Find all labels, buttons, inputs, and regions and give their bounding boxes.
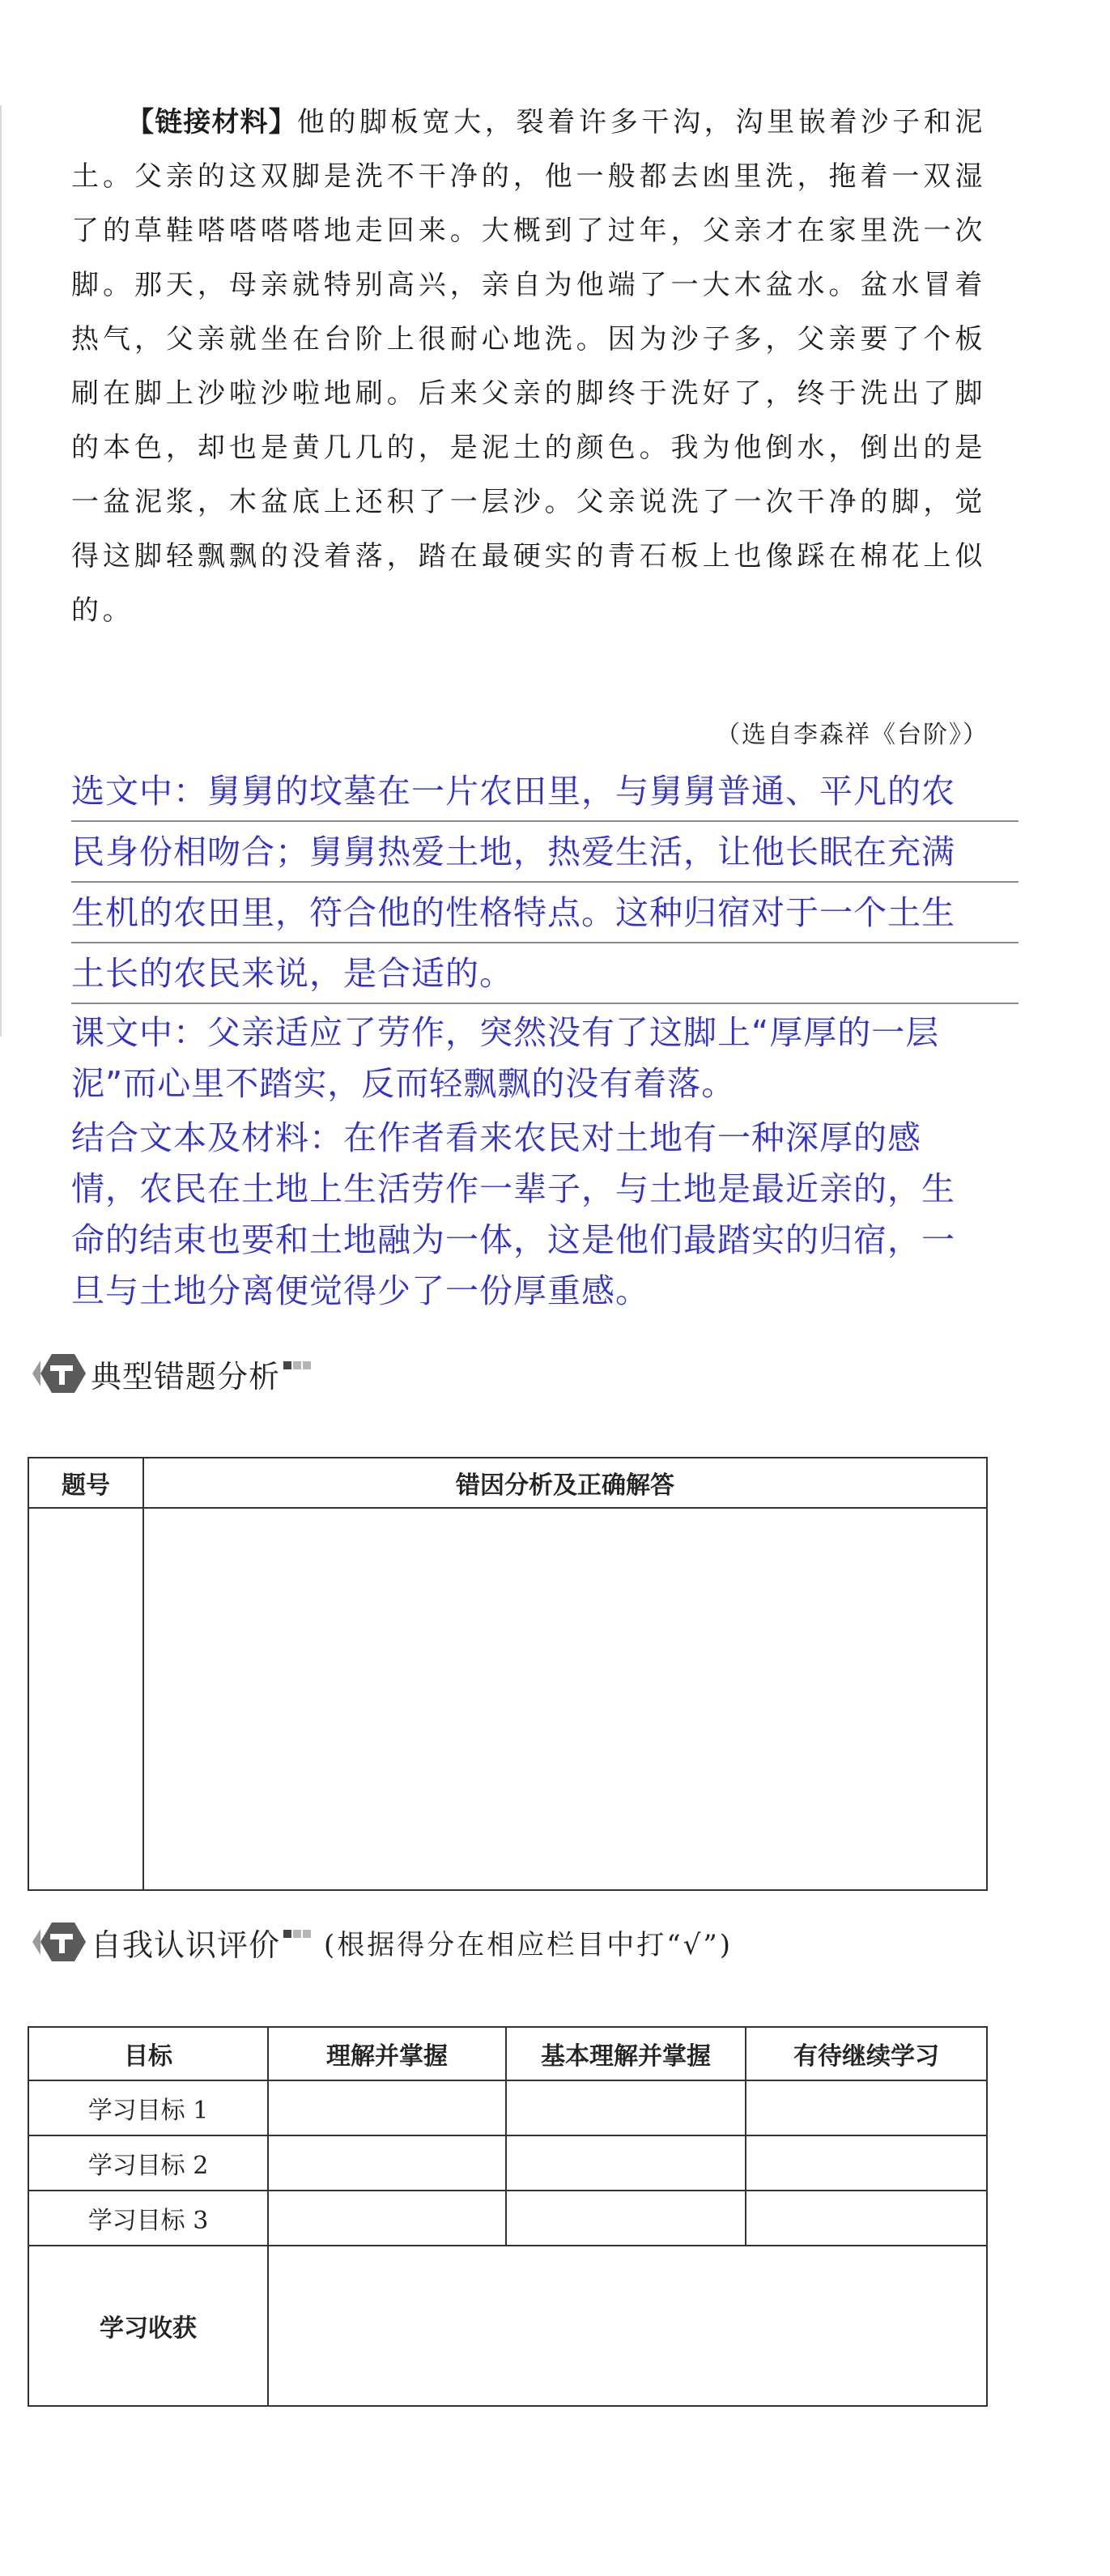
check-cell[interactable] (506, 2135, 746, 2191)
question-number-cell[interactable] (28, 1508, 143, 1890)
handwritten-answer (71, 761, 986, 1317)
check-cell[interactable] (506, 2191, 746, 2246)
answer-paragraph-3: 结合文本及材料：在作者看来农民对土地有一种深厚的感情，农民在土地上生活劳作一辈子，与土地是最近亲的，生命的结束也要和土地融为一体，这是他们最踏实的归宿，一旦与土地分离便觉得少了一份厚重感。 (71, 1118, 955, 1310)
self-evaluation-table (28, 2026, 988, 2407)
decorative-squares (283, 1357, 313, 1373)
self-evaluation-note: (根据得分在相应栏目中打“√”) (324, 1928, 733, 1961)
tools-icon (32, 1351, 87, 1396)
decorative-squares (283, 1926, 313, 1941)
table-row (28, 2246, 987, 2406)
check-cell[interactable] (746, 2080, 987, 2135)
table-row (28, 2080, 987, 2135)
goal-label: 学习目标 1 (28, 2080, 268, 2135)
harvest-cell[interactable] (268, 2246, 987, 2406)
check-cell[interactable] (268, 2191, 506, 2246)
table-row (28, 2135, 987, 2191)
tools-icon (32, 1919, 87, 1965)
check-cell[interactable] (746, 2191, 987, 2246)
check-cell[interactable] (746, 2135, 987, 2191)
column-question-number: 题号 (28, 1458, 143, 1508)
self-evaluation-title: 自我认识评价 (91, 1927, 281, 1963)
header-basically-mastered: 基本理解并掌握 (506, 2027, 746, 2080)
error-analysis-header (32, 1349, 313, 1398)
goal-label: 学习目标 3 (28, 2191, 268, 2246)
header-needs-study: 有待继续学习 (746, 2027, 987, 2080)
material-source: （选自李森祥《台阶》） (716, 721, 989, 749)
error-analysis-title: 典型错题分析 (91, 1358, 281, 1394)
table-row (28, 2191, 987, 2246)
column-error-analysis: 错因分析及正确解答 (143, 1458, 987, 1508)
header-mastered: 理解并掌握 (268, 2027, 506, 2080)
header-goal: 目标 (28, 2027, 268, 2080)
page-edge-line (0, 105, 6, 1037)
error-analysis-table (28, 1457, 988, 1891)
harvest-label: 学习收获 (28, 2246, 268, 2406)
goal-label: 学习目标 2 (28, 2135, 268, 2191)
self-evaluation-header (32, 1918, 733, 1966)
link-material-paragraph (71, 96, 986, 638)
check-cell[interactable] (268, 2080, 506, 2135)
answer-paragraph-1: 选文中：舅舅的坟墓在一片农田里，与舅舅普通、平凡的农民身份相吻合；舅舅热爱土地，热爱生活，让他长眠在充满生机的农田里，符合他的性格特点。这种归宿对于一个土生土长的农民来说，是合适的。 (71, 761, 1019, 1004)
link-material-text: 他的脚板宽大，裂着许多干沟，沟里嵌着沙子和泥土。父亲的这双脚是洗不干净的，他一般都去凼里洗，拖着一双湿了的草鞋嗒嗒嗒嗒地走回来。大概到了过年，父亲才在家里洗一次脚。那天，母亲就特别高兴，亲自为他端了一大木盆水。盆水冒着热气，父亲就坐在台阶上很耐心地洗。因为沙子多，父亲要了个板刷在脚上沙啦沙啦地刷。后来父亲的脚终于洗好了，终于洗出了脚的本色，却也是黄几几的，是泥土的颜色。我为他倒水，倒出的是一盆泥浆，木盆底上还积了一层沙。父亲说洗了一次干净的脚，觉得这脚轻飘飘的没着落，踏在最硬实的青石板上也像踩在棉花上似的。 (71, 106, 986, 627)
check-cell[interactable] (506, 2080, 746, 2135)
check-cell[interactable] (268, 2135, 506, 2191)
error-analysis-cell[interactable] (143, 1508, 987, 1890)
link-material-tag: 【链接材料】 (126, 106, 297, 138)
answer-paragraph-2: 课文中：父亲适应了劳作，突然没有了这脚上“厚厚的一层泥”而心里不踏实，反而轻飘飘的没有着落。 (71, 1013, 940, 1103)
